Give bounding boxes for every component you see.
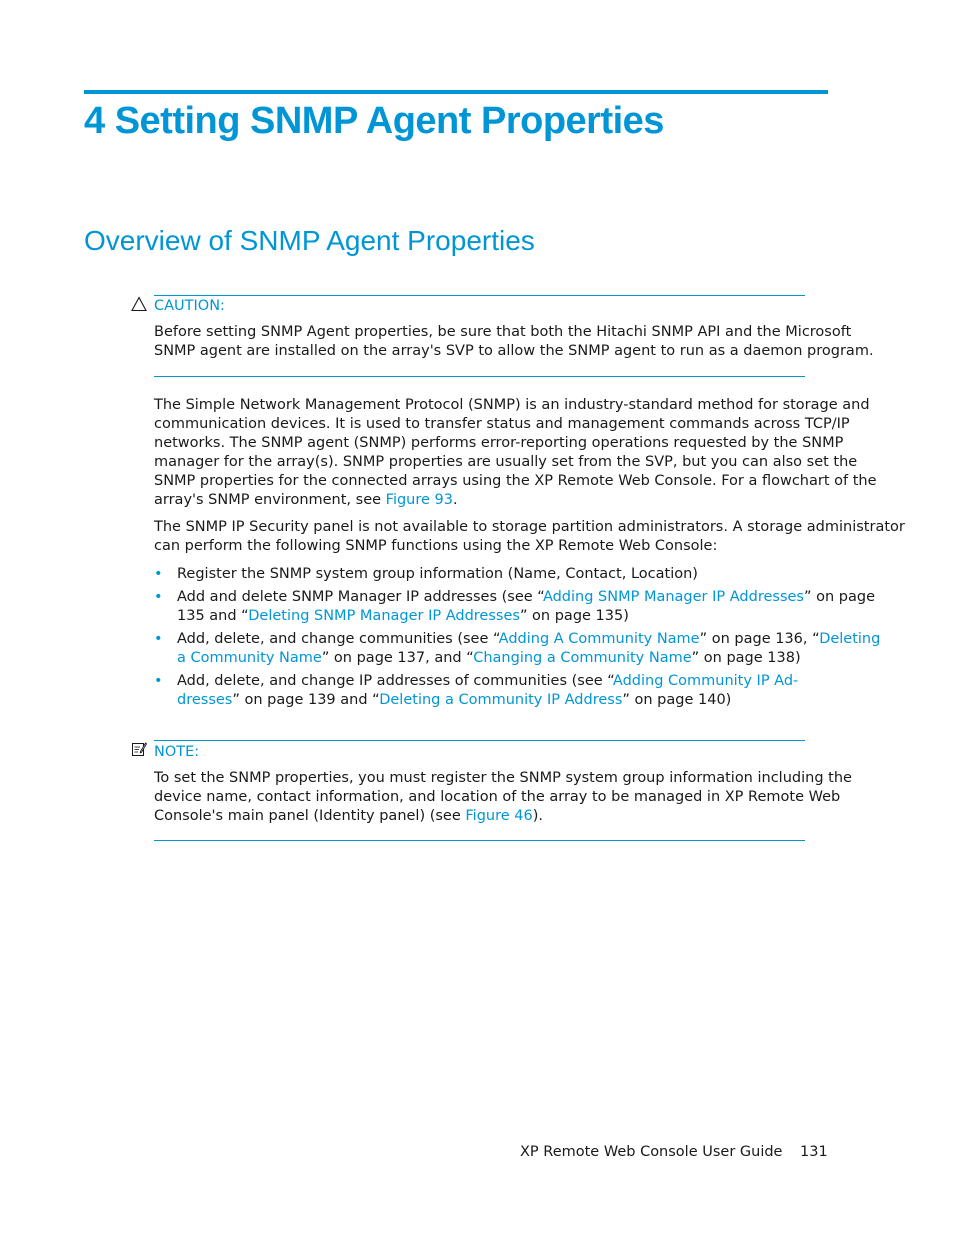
- list-item-text: ” on page: [803, 589, 875, 605]
- warning-triangle-icon: [131, 296, 147, 312]
- note-top-rule: [154, 740, 805, 741]
- adding-community-ip-link[interactable]: dresses: [177, 692, 233, 708]
- adding-snmp-manager-link[interactable]: Adding SNMP Manager IP Addresses: [542, 589, 804, 605]
- note-bottom-rule: [154, 840, 805, 841]
- note-text-part: ).: [532, 808, 544, 824]
- list-item-text: ” on page 135): [519, 608, 629, 624]
- caution-label: CAUTION:: [154, 298, 225, 314]
- bullet-marker: •: [154, 589, 163, 605]
- caution-text: [154, 323, 874, 361]
- security-line: can perform the following SNMP functions using the XP Remote Web Console:: [154, 538, 718, 554]
- list-item: [177, 588, 875, 626]
- intro-text: .: [453, 492, 458, 508]
- figure-93-link[interactable]: Figure 93: [385, 492, 453, 508]
- list-item-text: 135 and “: [177, 608, 249, 624]
- caution-line: Before setting SNMP Agent properties, be sure that both the Hitachi SNMP API and the Microsoft: [154, 324, 852, 340]
- intro-line: The Simple Network Management Protocol (SNMP) is an industry-standard method for storage and: [154, 397, 870, 413]
- footer-guide-title: XP Remote Web Console User Guide: [520, 1144, 783, 1160]
- list-item: [177, 565, 698, 584]
- list-item-text: ” on page 136, “: [699, 631, 820, 647]
- list-item-line: [177, 649, 880, 668]
- intro-paragraph: [154, 396, 877, 510]
- list-item-text: ” on page 140): [622, 692, 732, 708]
- list-item: [177, 630, 880, 668]
- bullet-marker: •: [154, 631, 163, 647]
- deleting-community-name-link[interactable]: a Community Name: [177, 650, 322, 666]
- intro-line: manager for the array(s). SNMP properties are usually set from the SVP, but you can also set the: [154, 454, 858, 470]
- list-item-text: Add, delete, and change IP addresses of communities (see “: [177, 673, 613, 689]
- list-item-text: Add and delete SNMP Manager IP addresses (see “: [177, 589, 543, 605]
- chapter-title: 4 Setting SNMP Agent Properties: [84, 100, 664, 142]
- intro-line: networks. The SNMP agent (SNMP) performs error-reporting operations requested by the SNMP: [154, 435, 844, 451]
- bullet-marker: •: [154, 566, 163, 582]
- adding-community-name-link[interactable]: Adding A Community Name: [498, 631, 700, 647]
- note-label: NOTE:: [154, 744, 200, 760]
- caution-line: SNMP agent are installed on the array's SVP to allow the SNMP agent to run as a daemon program.: [154, 343, 874, 359]
- note-line: [154, 807, 852, 826]
- note-text-part: Console's main panel (Identity panel) (see: [154, 808, 466, 824]
- caution-top-rule: [154, 295, 805, 296]
- list-item: [177, 672, 798, 710]
- note-line: To set the SNMP properties, you must register the SNMP system group information including the: [154, 770, 852, 786]
- intro-line: [154, 491, 877, 510]
- figure-46-link[interactable]: Figure 46: [465, 808, 533, 824]
- chapter-rule: [84, 90, 828, 94]
- list-item-text: Register the SNMP system group information (Name, Contact, Location): [177, 566, 698, 582]
- section-title: Overview of SNMP Agent Properties: [84, 225, 535, 256]
- note-pencil-icon: [131, 741, 147, 757]
- deleting-snmp-manager-link[interactable]: Deleting SNMP Manager IP Addresses: [248, 608, 520, 624]
- list-item-text: ” on page 139 and “: [232, 692, 380, 708]
- list-item-text: ” on page 137, and “: [321, 650, 474, 666]
- list-item-text: Add, delete, and change communities (see “: [177, 631, 499, 647]
- deleting-community-name-link[interactable]: Deleting: [819, 631, 881, 647]
- list-item-line: [177, 607, 875, 626]
- security-paragraph: [154, 518, 905, 556]
- adding-community-ip-link[interactable]: Adding Community IP Ad-: [612, 673, 799, 689]
- intro-line: communication devices. It is used to transfer status and management commands across TCP/IP: [154, 416, 850, 432]
- list-item-line: [177, 691, 798, 710]
- intro-text: array's SNMP environment, see: [154, 492, 386, 508]
- deleting-community-ip-link[interactable]: Deleting a Community IP Address: [379, 692, 623, 708]
- security-line: The SNMP IP Security panel is not available to storage partition administrators. A storage administrator: [154, 519, 905, 535]
- changing-community-name-link[interactable]: Changing a Community Name: [473, 650, 692, 666]
- list-item-text: ” on page 138): [691, 650, 801, 666]
- list-item-line: [177, 630, 880, 649]
- note-text: [154, 769, 852, 826]
- footer-page-number: 131: [800, 1144, 828, 1160]
- note-line: device name, contact information, and location of the array to be managed in XP Remote Web: [154, 789, 841, 805]
- intro-line: SNMP properties for the connected arrays using the XP Remote Web Console. For a flowchart of the: [154, 473, 877, 489]
- list-item-line: [177, 588, 875, 607]
- list-item-line: [177, 672, 798, 691]
- bullet-marker: •: [154, 673, 163, 689]
- caution-bottom-rule: [154, 376, 805, 377]
